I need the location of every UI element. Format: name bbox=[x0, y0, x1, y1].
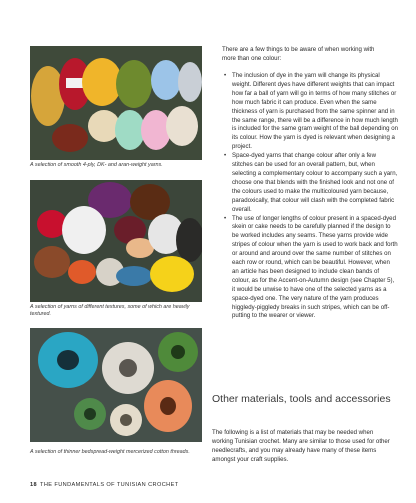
bullet-item: • The use of longer lengths of colour present in a spaced-dyed skein or cake needs to be carefully planned if the design to be worked includes any seams. These yarns provide wide stripes of colour when the yarn is used to work back and forth or around and around over the same number of stitches on each row or round, which can be beautiful. However, when an article has been designed to include clean bands of colour, as for the Accent-on-Autumn design (see Chapter 5), it would be unwise to have one of the selected yarns as a space-dyed one. The very nature of the yarn produces higgledy-piggledy breaks in such stripes, which can be off-putting to the wearer or viewer. bbox=[232, 215, 398, 322]
photo-caption: A selection of smooth 4-ply, DK- and aran-weight yarns. bbox=[30, 162, 163, 168]
bullet-item: • The inclusion of dye in the yarn will change its physical weight. Different dyes have different weights that can impact how far a ball of yarn will go in terms of how many stitches or how much fabric it can produce. Even when the same thickness of yarn is purchased from the same spinner and in the same range, there will be a difference in how much length is included for the same gram weight of the ball depending on its colour. How the yarn is dyed is relevant when designing a project. bbox=[232, 72, 398, 152]
yarn-photo-textured bbox=[30, 180, 202, 302]
bullet-list bbox=[222, 72, 398, 321]
body-paragraph: The following is a list of materials that may be needed when working Tunisian crochet. Many are similar to those used for other needlecrafts, and you may already have many of these items amongst your craft supplies. bbox=[212, 429, 390, 463]
cotton-thread-photo bbox=[30, 328, 202, 442]
intro-paragraph: There are a few things to be aware of when working with more than one colour: bbox=[222, 46, 375, 62]
yarn-photo-smooth bbox=[30, 46, 202, 160]
page-number: 18 bbox=[30, 482, 38, 488]
book-title: THE FUNDAMENTALS OF TUNISIAN CROCHET bbox=[40, 482, 179, 488]
photo-caption: A selection of thinner bedspread-weight mercerized cotton threads. bbox=[30, 449, 190, 455]
photo-caption: A selection of yarns of different textures, some of which are heavily textured. bbox=[30, 304, 190, 317]
bullet-item: • Space-dyed yarns that change colour after only a few stitches can be used for an overall pattern, but, when selecting a complementary colour to accompany such a yarn, choose one that blends with the finished look and not one of the colours used to make the multicoloured yarn because, paradoxically, that colour will clash with the completed fabric overall. bbox=[232, 152, 398, 214]
page-footer bbox=[30, 482, 179, 488]
section-heading: Other materials, tools and accessories bbox=[212, 393, 391, 405]
